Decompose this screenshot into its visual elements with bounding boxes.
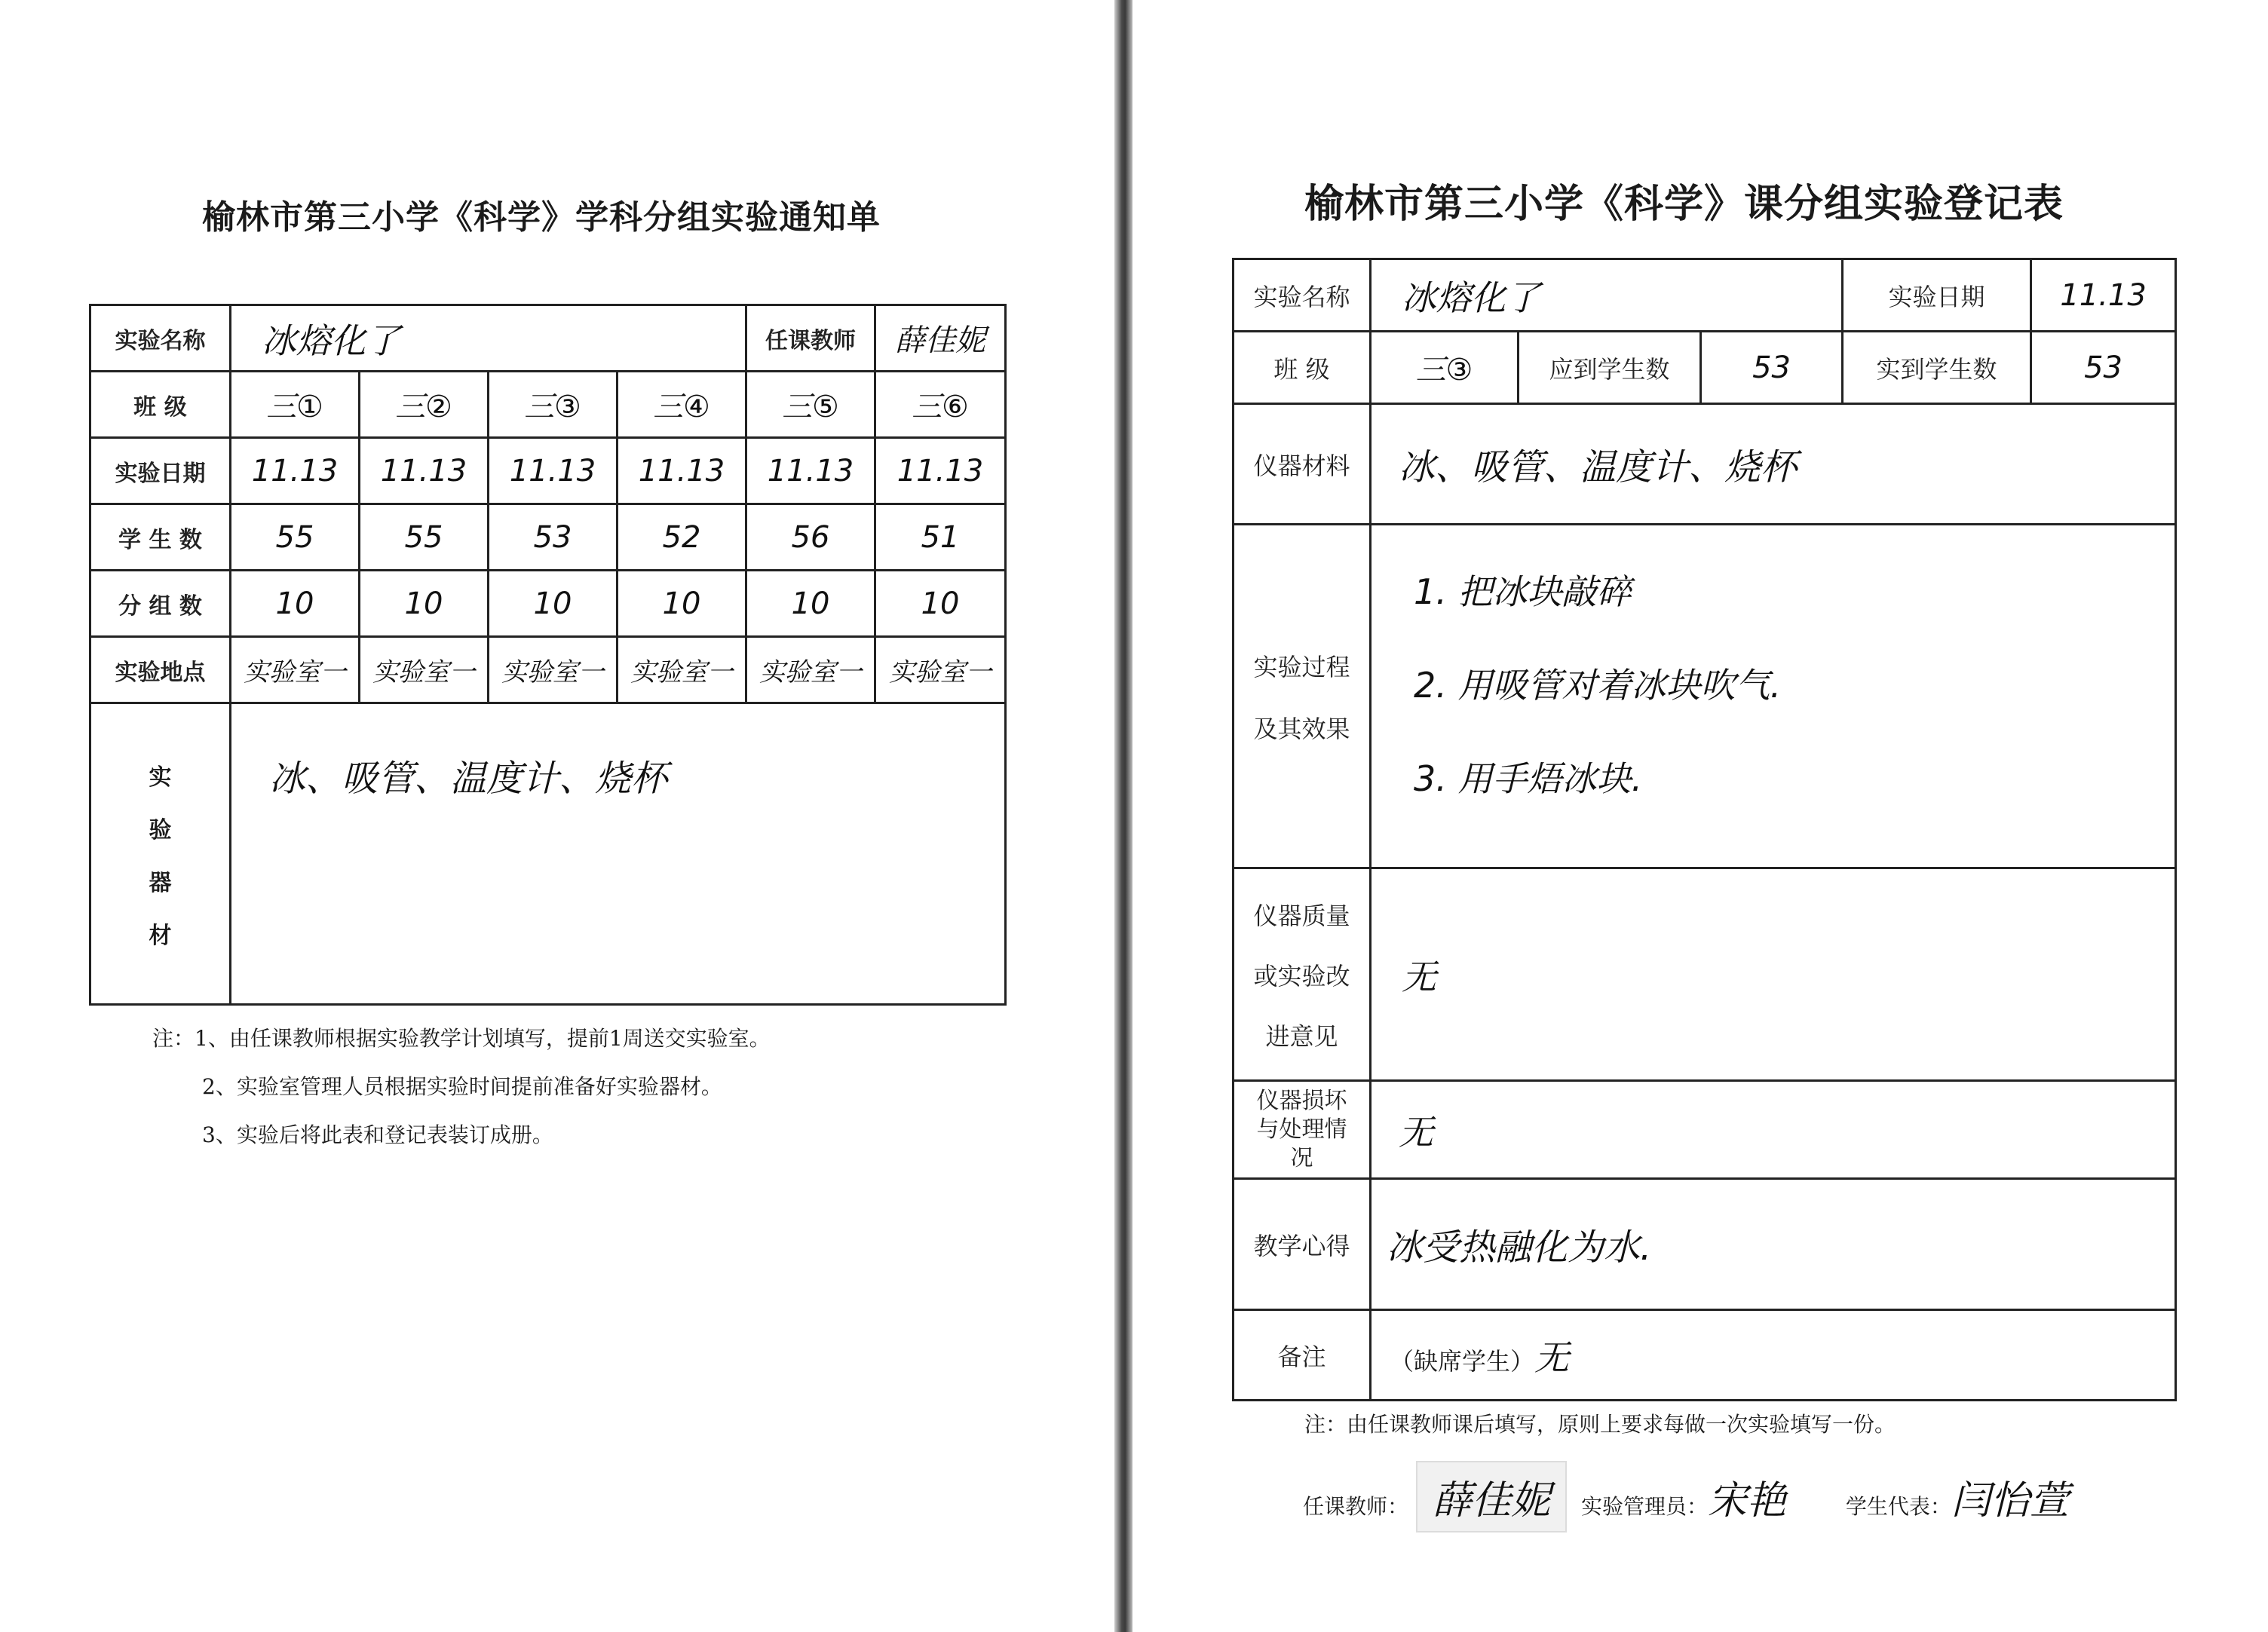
equipment-value: 冰、吸管、温度计、烧杯 — [231, 703, 1006, 1005]
materials-value: 冰、吸管、温度计、烧杯 — [1371, 404, 2176, 525]
label-reflection: 教学心得 — [1234, 1179, 1371, 1310]
expected-value: 53 — [1701, 332, 1843, 404]
location-value: 实验室一 — [231, 637, 360, 703]
groups-value: 10 — [489, 571, 618, 637]
label-damage: 仪器损坏 与处理情 况 — [1234, 1081, 1371, 1179]
class-value: 三③ — [489, 372, 618, 438]
note-1: 注：1、由任课教师根据实验教学计划填写，提前1周送交实验室。 — [152, 1026, 771, 1051]
register-title: 榆林市第三小学《科学》课分组实验登记表 — [1304, 181, 2064, 227]
label-process: 实验过程 及其效果 — [1234, 525, 1371, 868]
signature-row — [1303, 1461, 2069, 1532]
label-date: 实验日期 — [1843, 259, 2031, 332]
label-class: 班 级 — [1234, 332, 1371, 404]
date-value: 11.13 — [746, 438, 875, 504]
date-value: 11.13 — [2031, 259, 2176, 332]
groups-value: 10 — [875, 571, 1006, 637]
remarks-cell — [1371, 1310, 2176, 1401]
label-remarks: 备注 — [1234, 1310, 1371, 1401]
class-value: 三⑥ — [875, 372, 1006, 438]
notice-title: 榆林市第三小学《科学》学科分组实验通知单 — [202, 198, 881, 237]
class-value: 三③ — [1371, 332, 1519, 404]
note-3: 3、实验后将此表和登记表装订成册。 — [202, 1122, 553, 1147]
experiment-name-value: 冰熔化了 — [231, 305, 746, 372]
sign-student-label: 学生代表： — [1845, 1494, 1951, 1519]
process-step: 1. 把冰块敲碎 — [1414, 571, 1632, 612]
reflection-value: 冰受热融化为水. — [1371, 1179, 2176, 1310]
teacher-signature: 薛佳妮 — [875, 305, 1006, 372]
sign-student: 闫怡萱 — [1951, 1478, 2069, 1523]
label-materials: 仪器材料 — [1234, 404, 1371, 525]
label-date: 实验日期 — [90, 438, 231, 504]
students-value: 55 — [231, 504, 360, 571]
date-value: 11.13 — [875, 438, 1006, 504]
remarks-prefix: （缺席学生） — [1390, 1346, 1535, 1376]
students-value: 55 — [360, 504, 489, 571]
experiment-name-value: 冰熔化了 — [1371, 259, 1843, 332]
location-value: 实验室一 — [489, 637, 618, 703]
sign-teacher-label: 任课教师： — [1303, 1494, 1409, 1519]
groups-value: 10 — [746, 571, 875, 637]
label-actual: 实到学生数 — [1843, 332, 2031, 404]
register-table — [1232, 258, 2177, 1401]
label-expected: 应到学生数 — [1519, 332, 1701, 404]
quality-value: 无 — [1371, 868, 2176, 1081]
date-value: 11.13 — [231, 438, 360, 504]
process-steps — [1371, 525, 2176, 868]
class-value: 三① — [231, 372, 360, 438]
label-groups: 分 组 数 — [90, 571, 231, 637]
notice-sheet — [0, 0, 1114, 1632]
class-value: 三⑤ — [746, 372, 875, 438]
register-footnote: 注：由任课教师课后填写，原则上要求每做一次实验填写一份。 — [1304, 1412, 1896, 1437]
date-value: 11.13 — [489, 438, 618, 504]
date-value: 11.13 — [360, 438, 489, 504]
label-students: 学 生 数 — [90, 504, 231, 571]
label-experiment-name: 实验名称 — [1234, 259, 1371, 332]
students-value: 51 — [875, 504, 1006, 571]
sign-admin: 宋艳 — [1707, 1478, 1786, 1523]
location-value: 实验室一 — [618, 637, 746, 703]
sign-teacher: 薛佳妮 — [1433, 1478, 1551, 1523]
process-step: 3. 用手焐冰块. — [1414, 758, 1643, 799]
actual-value: 53 — [2031, 332, 2176, 404]
students-value: 52 — [618, 504, 746, 571]
date-value: 11.13 — [618, 438, 746, 504]
students-value: 56 — [746, 504, 875, 571]
label-quality: 仪器质量 或实验改 进意见 — [1234, 868, 1371, 1081]
notice-table — [89, 304, 1007, 1006]
groups-value: 10 — [231, 571, 360, 637]
label-class: 班 级 — [90, 372, 231, 438]
students-value: 53 — [489, 504, 618, 571]
note-2: 2、实验室管理人员根据实验时间提前准备好实验器材。 — [202, 1074, 722, 1099]
remarks-value: 无 — [1534, 1337, 1570, 1378]
register-sheet — [1132, 0, 2268, 1632]
label-location: 实验地点 — [90, 637, 231, 703]
groups-value: 10 — [618, 571, 746, 637]
process-step: 2. 用吸管对着冰块吹气. — [1414, 665, 1782, 706]
label-teacher: 任课教师 — [746, 305, 875, 372]
book-spine — [1114, 0, 1132, 1632]
sign-admin-label: 实验管理员： — [1580, 1494, 1708, 1519]
damage-value: 无 — [1371, 1081, 2176, 1179]
label-equipment: 实 验 器 材 — [90, 703, 231, 1005]
location-value: 实验室一 — [875, 637, 1006, 703]
class-value: 三④ — [618, 372, 746, 438]
location-value: 实验室一 — [746, 637, 875, 703]
groups-value: 10 — [360, 571, 489, 637]
label-experiment-name: 实验名称 — [90, 305, 231, 372]
location-value: 实验室一 — [360, 637, 489, 703]
class-value: 三② — [360, 372, 489, 438]
